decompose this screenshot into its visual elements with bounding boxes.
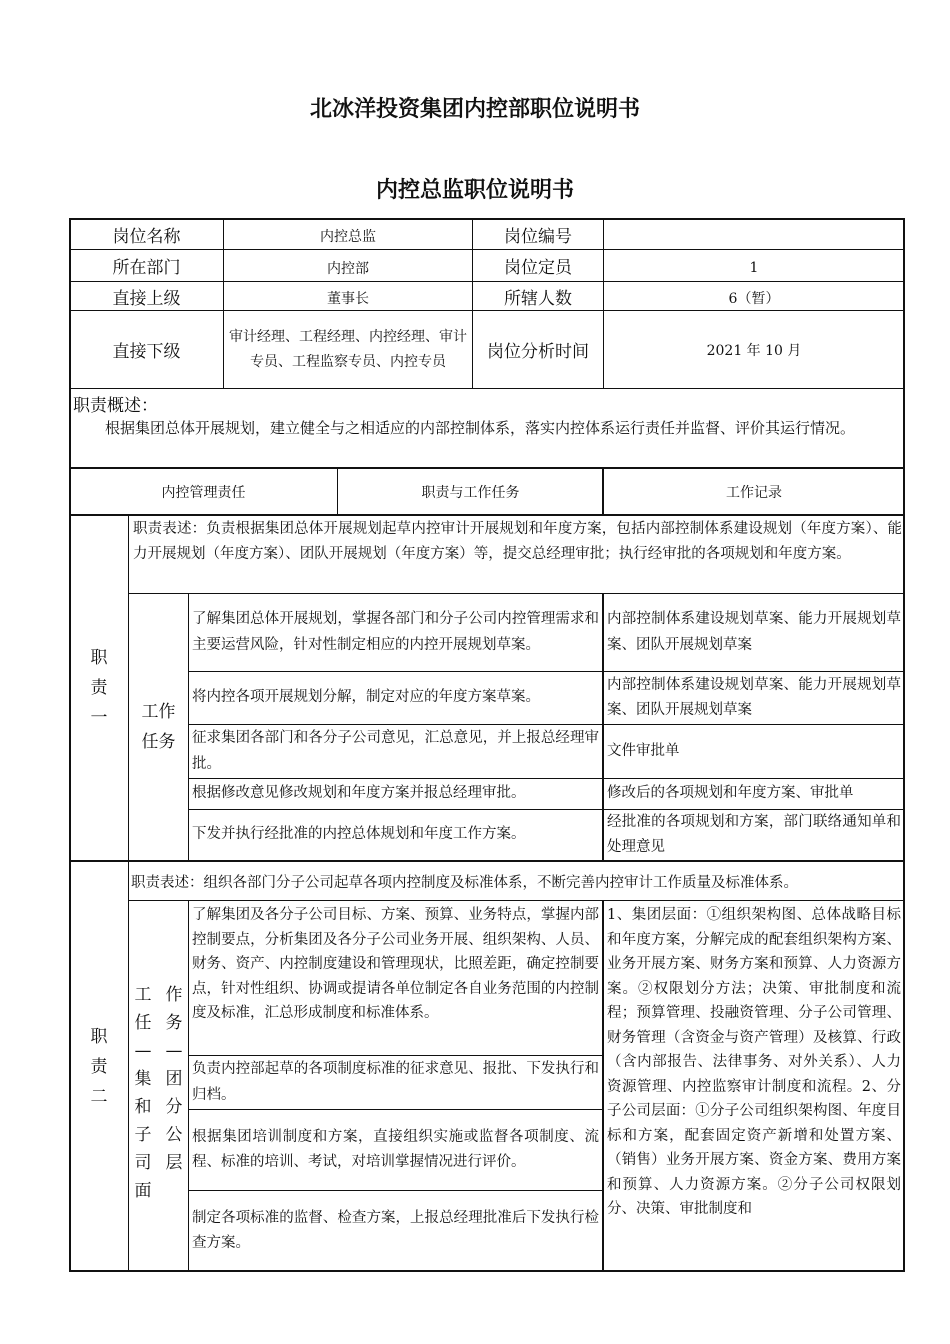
label-analysis-time: 岗位分析时间 bbox=[487, 342, 589, 362]
value-quota: 1 bbox=[749, 259, 759, 276]
duty2-task-2: 负责内控部起草的各项制度标准的征求意见、报批、下发执行和归档。 bbox=[192, 1061, 599, 1103]
value-subordinates: 审计经理、工程经理、内控经理、审计专员、工程监察专员、内控专员 bbox=[229, 328, 467, 370]
summary-label: 职责概述： bbox=[73, 396, 158, 415]
duty2-statement: 职责表述：组织各部门分子公司起草各项内控制度及标准体系，不断完善内控审计工作质量及标准体系。 bbox=[131, 874, 798, 891]
duty1-task-5: 下发并执行经批准的内控总体规划和年度工作方案。 bbox=[192, 826, 526, 843]
duty1-record-2: 内部控制体系建设规划草案、能力开展规划草案、团队开展规划草案 bbox=[607, 676, 901, 718]
value-analysis-time: 2021 年 10 月 bbox=[706, 342, 802, 359]
duty2-label: 职责二 bbox=[90, 1026, 108, 1107]
label-position-name: 岗位名称 bbox=[112, 226, 181, 247]
duty2-task-3: 根据集团培训制度和方案，直接组织实施或监督各项制度、流程、标准的培训、考试，对培训掌握情况进行评价。 bbox=[192, 1128, 599, 1170]
column-header-tasks: 职责与工作任务 bbox=[421, 484, 520, 501]
document-title: 北冰洋投资集团内控部职位说明书 bbox=[309, 97, 640, 122]
duty1-task-1: 了解集团总体开展规划，掌握各部门和分子公司内控管理需求和主要运营风险，针对性制定相应的内控开展规划草案。 bbox=[192, 611, 599, 653]
position-title: 内控总监职位说明书 bbox=[375, 178, 574, 203]
duty2-record: 1、集团层面：①组织架构图、总体战略目标和年度方案，分解完成的配套组织架构方案、业务开展方案、财务方案和预算、人力资源方案。②权限划分方法；决策、审批制度和流程；预算管理、投融资管理、分子公司管理、财务管理（含资金与资产管理）及核算、行政（含内部报告、法律事务、对外关系）、人力资源管理、内控监察审计制度和流程。2、分子公司层面：①分子公司组织架构图、年度目标和方案，配套固定资产新增和处置方案、（销售）业务开展方案、资金方案、费用方案和预算、人力资源方案。②分子公司权限划分、决策、审批制度和 bbox=[607, 907, 901, 1217]
summary-text: 根据集团总体开展规划，建立健全与之相适应的内部控制体系，落实内控体系运行责任并监督、评价其运行情况。 bbox=[105, 419, 856, 437]
label-quota: 岗位定员 bbox=[504, 258, 572, 278]
column-header-responsibility: 内控管理责任 bbox=[161, 484, 246, 501]
value-position-name: 内控总监 bbox=[320, 229, 376, 245]
label-subordinates: 直接下级 bbox=[112, 342, 181, 362]
duty1-record-5: 经批准的各项规划和方案，部门联络通知单和处理意见 bbox=[607, 813, 901, 855]
column-header-records: 工作记录 bbox=[726, 484, 782, 501]
duty1-task-2: 将内控各项开展规划分解，制定对应的年度方案草案。 bbox=[192, 689, 540, 706]
duty1-label: 职责一 bbox=[90, 648, 108, 728]
duty1-task-label: 工作任务 bbox=[141, 702, 176, 752]
value-department: 内控部 bbox=[327, 260, 369, 277]
value-superior: 董事长 bbox=[327, 291, 369, 307]
duty1-record-4: 修改后的各项规划和年度方案、审批单 bbox=[607, 785, 854, 802]
value-headcount: 6（暂） bbox=[728, 291, 780, 307]
duty1-record-3: 文件审批单 bbox=[607, 742, 680, 759]
duty2-task-4: 制定各项标准的监督、检查方案，上报总经理批准后下发执行检查方案。 bbox=[192, 1209, 599, 1251]
duty2-task-1: 了解集团及各分子公司目标、方案、预算、业务特点，掌握内部控制要点，分析集团及各分子公司业务开展、组织架构、人员、财务、资产、内控制度建设和管理现状，比照差距，确定控制要点，针对性组织、协调或提请各单位制定各自业务范围的内控制度及标准，汇总形成制度和标准体系。 bbox=[192, 907, 599, 1021]
label-superior: 直接上级 bbox=[112, 288, 181, 309]
duty1-task-4: 根据修改意见修改规划和年度方案并报总经理审批。 bbox=[192, 785, 526, 802]
duty1-record-1: 内部控制体系建设规划草案、能力开展规划草案、团队开展规划草案 bbox=[607, 611, 901, 653]
value-position-code bbox=[604, 219, 904, 249]
label-department: 所在部门 bbox=[112, 258, 181, 278]
duty1-statement: 职责表述：负责根据集团总体开展规划起草内控审计开展规划和年度方案，包括内部控制体系建设规划（年度方案）、能力开展规划（年度方案）、团队开展规划（年度方案）等，提交总经理审批；执行经审批的各项规划和年度方案。 bbox=[133, 521, 902, 562]
label-headcount: 所辖人数 bbox=[504, 288, 572, 309]
label-position-code: 岗位编号 bbox=[504, 226, 572, 247]
duty1-task-3: 征求集团各部门和各分子公司意见，汇总意见，并上报总经理审批。 bbox=[192, 730, 599, 772]
duty2-task-label: 工任—集和子司面 作务—团分公层 bbox=[134, 985, 183, 1201]
